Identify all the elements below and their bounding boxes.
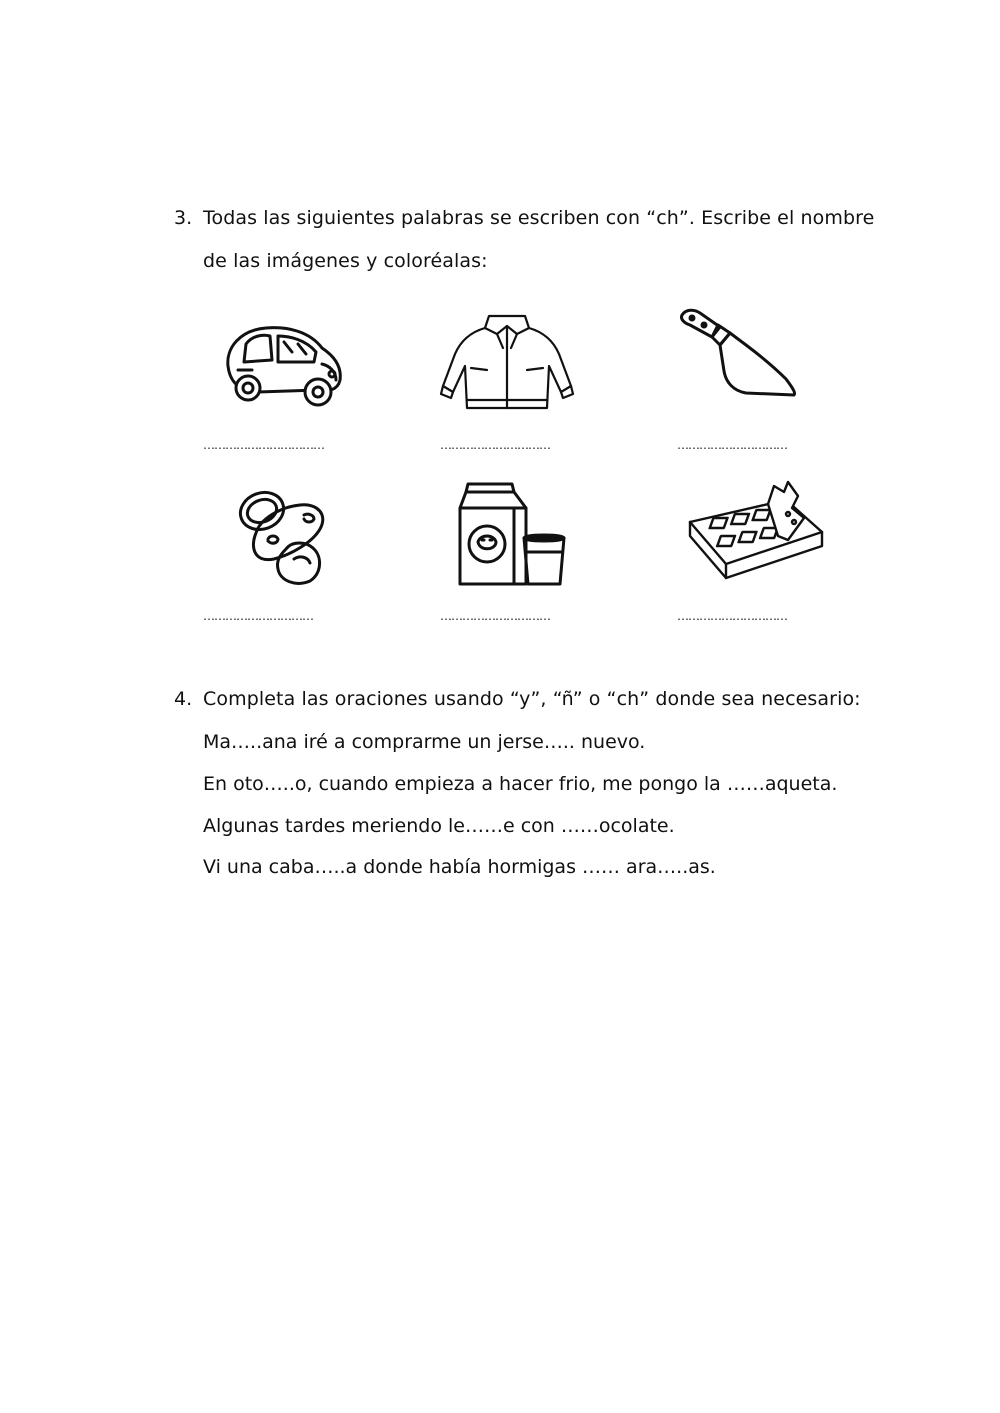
milk-carton-glass-icon — [456, 482, 568, 588]
fill-in-sentence-2[interactable]: En oto…..o, cuando empieza a hacer frio, me pongo la ……aqueta. — [203, 773, 838, 795]
answer-line-3[interactable]: ………………………… — [677, 438, 787, 452]
chocolate-bar-icon — [682, 478, 828, 588]
car-icon — [218, 318, 348, 410]
answer-line-5[interactable]: ………………………… — [440, 609, 550, 623]
exercise-3-instruction-line-1: Todas las siguientes palabras se escriben con “ch”. Escribe el nombre — [203, 207, 875, 229]
answer-line-6[interactable]: ………………………… — [677, 609, 787, 623]
exercise-4-number: 4. — [174, 688, 193, 710]
answer-line-2[interactable]: ………………………… — [440, 438, 550, 452]
exercise-3-instruction-line-2: de las imágenes y coloréalas: — [203, 250, 488, 272]
jacket-icon — [437, 308, 577, 416]
answer-line-1[interactable]: …………………………… — [203, 438, 324, 452]
answer-line-4[interactable]: ………………………… — [203, 609, 313, 623]
cleaver-knife-icon — [676, 305, 802, 401]
pacifier-icon — [234, 485, 340, 589]
fill-in-sentence-3[interactable]: Algunas tardes meriendo le……e con ……ocolate. — [203, 815, 675, 837]
exercise-3-number: 3. — [174, 207, 193, 229]
exercise-4-instruction: Completa las oraciones usando “y”, “ñ” o “ch” donde sea necesario: — [203, 688, 861, 710]
fill-in-sentence-1[interactable]: Ma…..ana iré a comprarme un jerse….. nuevo. — [203, 731, 646, 753]
fill-in-sentence-4[interactable]: Vi una caba…..a donde había hormigas …… ara…..as. — [203, 856, 716, 878]
